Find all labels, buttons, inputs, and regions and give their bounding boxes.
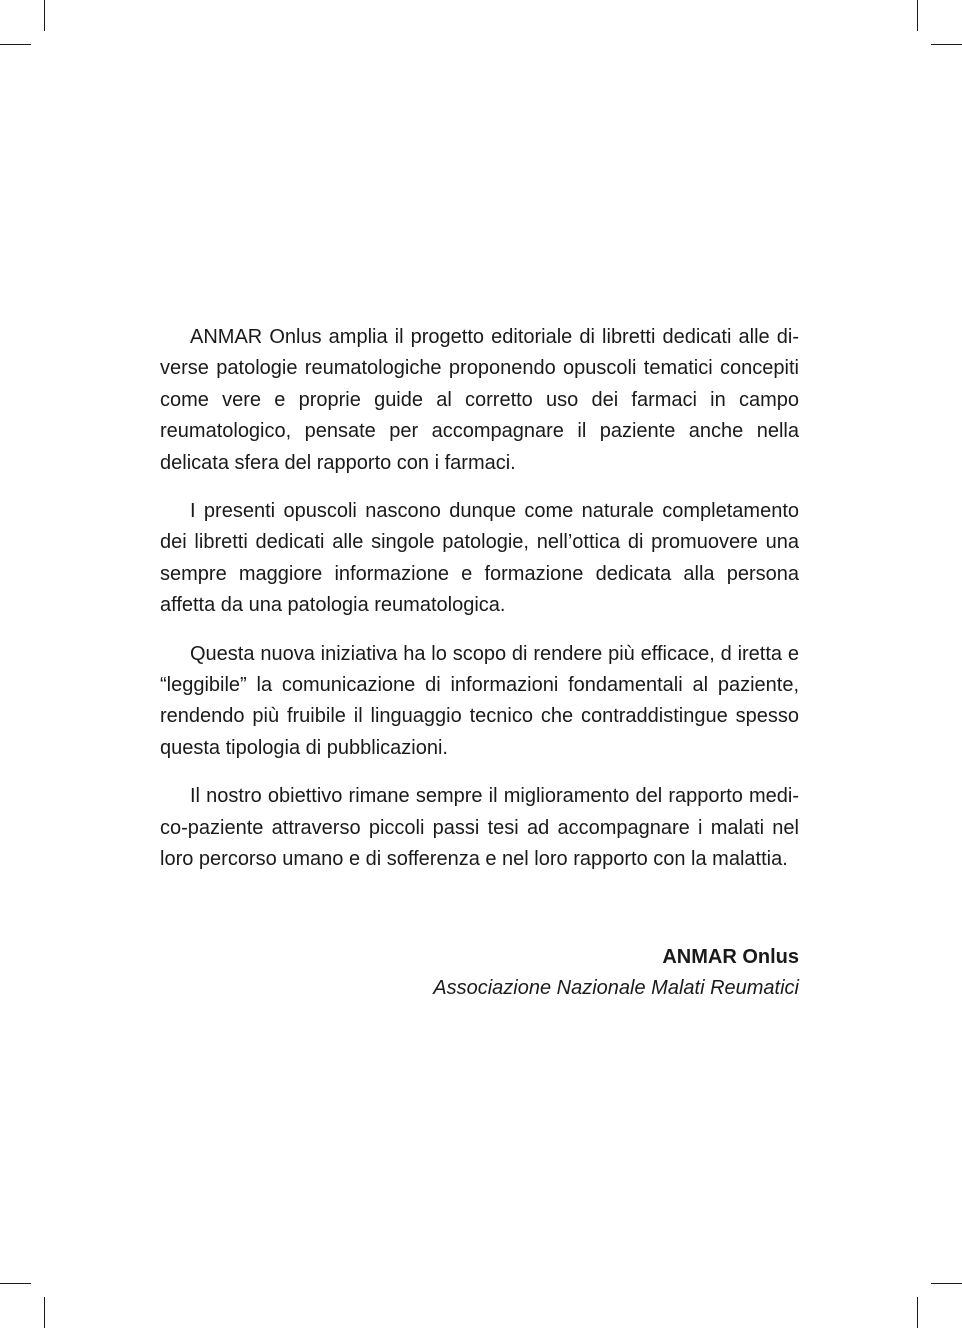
crop-mark (931, 44, 962, 45)
crop-mark (44, 0, 45, 31)
signature-name: ANMAR Onlus (662, 946, 799, 968)
signature (160, 942, 799, 1005)
paragraph: I presenti opuscoli nascono dunque come naturale completamento dei libretti dedicati alle singole patologie, nell’ottica di promuovere una sempre maggiore informazione e formazione dedicata alla persona affetta da una patologia reumatologica. (160, 500, 799, 617)
signature-subtitle: Associazione Nazionale Malati Reumatici (433, 977, 799, 1000)
crop-mark (917, 1297, 918, 1328)
paragraph: Il nostro obiettivo rimane sempre il miglioramento del rapporto medico-paziente attraverso piccoli passi tesi ad accompagnare i malati nel loro percorso umano e di sofferenza e nel loro rapporto con la malattia. (160, 785, 799, 871)
crop-mark (0, 44, 31, 45)
crop-mark (44, 1297, 45, 1328)
crop-mark (931, 1283, 962, 1284)
body-text (160, 322, 799, 893)
crop-mark (917, 0, 918, 31)
crop-mark (0, 1283, 31, 1284)
paragraph: Questa nuova iniziativa ha lo scopo di rendere più efficace, d iretta e “leggibile” la comunicazione di informazioni fondamentali al paziente, rendendo più fruibile il linguaggio tecnico che contraddistingue spesso questa tipologia di pubblicazioni. (160, 642, 799, 759)
paragraph: ANMAR Onlus amplia il progetto editoriale di libretti dedicati alle diverse patologie reumatologiche proponendo opuscoli tematici concepiti come vere e proprie guide al corretto uso dei farmaci in campo reumatologico, pensate per accompagnare il paziente anche nella delicata sfera del rapporto con i farmaci. (160, 326, 799, 474)
